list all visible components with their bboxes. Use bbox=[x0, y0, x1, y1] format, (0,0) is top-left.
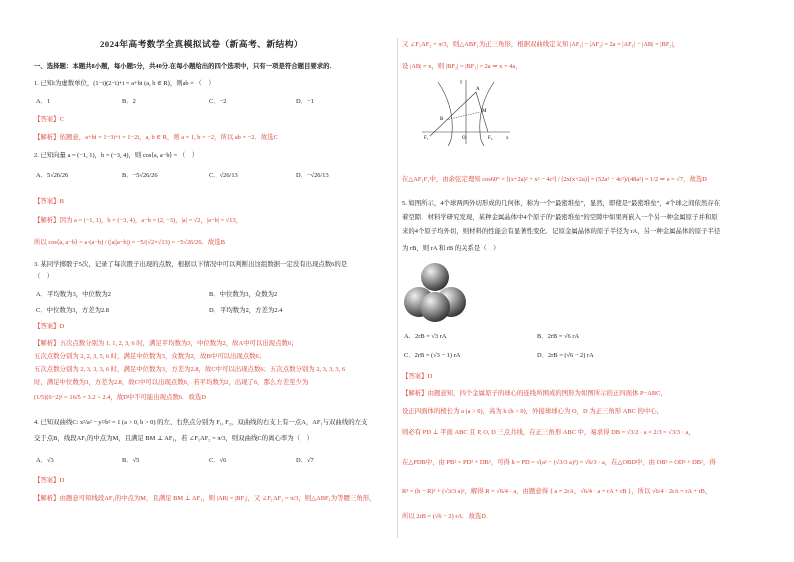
q1-analysis: 【解析】依题意，a+bi = 1−3i+i = 1−2i，a, b ∈ R，则 a = 1, b = −2，所以 ab = −2．故选C bbox=[34, 134, 278, 141]
q3-analysis-1: 【解析】五次点数分别为 1, 1, 2, 3, 6 时，满足平均数为3，中位数为2，故A中可以出现点数6； bbox=[34, 340, 298, 347]
q4-analysis: 【解析】由题意可知线段AF₁的中点为M，且满足 BM ⊥ AF₁，则 |AB| = |BF₁|，又 ∠F₁AF₂ = π/3，则△ABF₁为等腰三角形， bbox=[34, 495, 376, 502]
q2-option-d: D．−√26/13 bbox=[296, 172, 329, 179]
column-divider bbox=[397, 38, 398, 538]
q4-option-d: D．√7 bbox=[296, 457, 314, 464]
label-y: y bbox=[460, 80, 463, 85]
q4-stem-2: 交于点B，线段AF₁的中点为M，且满足 BM ⊥ AF₁，若 ∠F₁AF₂ = π/3，则双曲线C的离心率为（ ） bbox=[34, 435, 313, 442]
q1-answer: 【答案】C bbox=[34, 116, 64, 123]
q1-option-c: C．−2 bbox=[209, 98, 227, 105]
page-title: 2024年高考数学全真模拟试卷（新高考、新结构） bbox=[100, 39, 304, 49]
q5-analysis-6: 所以 2rB = (√6 − 2) rA．故选D． bbox=[402, 513, 493, 520]
q3-option-a: A．平均数为3，中位数为2 bbox=[36, 291, 111, 298]
q1-option-d: D．−1 bbox=[296, 98, 314, 105]
label-m: M bbox=[482, 109, 487, 114]
q4-continued-1: 又 ∠F₁AF₂ = π/3，则△ABF₁为正三角形，根据双曲线定义知 |AF₁| − |AF₂| = 2a = |AF₁| − |AB| = |BF₂|， bbox=[402, 41, 680, 48]
q3-option-d: D．平均数为2，方差为2.4 bbox=[209, 307, 283, 314]
q2-option-b: B．−5√26/26 bbox=[122, 172, 158, 179]
q3-option-b: B．中位数为3，众数为2 bbox=[209, 291, 278, 298]
line-af1 bbox=[430, 92, 476, 136]
q4-stem: 4. 已知双曲线C: x²/a² − y²/b² = 1 (a > 0, b > 0) 的左、右焦点分别为 F₁, F₂，双曲线的右支上有一点A，AF₁与双曲线的左支 bbox=[34, 419, 368, 426]
q3-answer: 【答案】D bbox=[34, 323, 65, 330]
q1-option-b: B．2 bbox=[122, 98, 136, 105]
label-f1: F₁ bbox=[424, 136, 429, 141]
q4-option-c: C．√6 bbox=[209, 457, 227, 464]
q5-option-a: A．2rB = √3 rA bbox=[404, 333, 447, 340]
q4-option-a: A．√3 bbox=[36, 457, 54, 464]
q2-analysis-2: 所以 cos⟨a, a−b⟩ = a·(a−b) / (|a||a−b|) = −5/(√2×√13) = −5√26/26．故选B bbox=[34, 239, 225, 246]
q2-answer: 【答案】B bbox=[34, 198, 64, 205]
q2-option-c: C．√26/13 bbox=[209, 172, 238, 179]
q1-stem: 1. 已知i为虚数单位，(1−i)(2−i)+i = a+bi (a, b ∈ R)，则ab = （ ） bbox=[34, 80, 215, 87]
q5-stem-1: 5. 如图所示，4个球两两外切形成的几何体，称为一个“最密堆垒”，显然，即使是“最密堆垒”，4个球之间依然存在 bbox=[402, 200, 721, 207]
q2-option-a: A．5√26/26 bbox=[36, 172, 69, 179]
section-heading: 一、选择题：本题共8小题，每小题5分，共40分.在每小题给出的四个选项中，只有一项是符合题目要求的. bbox=[34, 63, 332, 70]
spheres-figure bbox=[402, 262, 468, 324]
q2-stem: 2. 已知向量 a = (−1, 1)，b = (−3, 4)，则 cos⟨a, a−b⟩ = （ ） bbox=[34, 152, 198, 159]
q5-option-b: B．2rB = √6 rA bbox=[537, 333, 580, 340]
q5-option-c: C．2rB = (√3 − 1) rA bbox=[404, 352, 461, 359]
q5-analysis-1: 【解析】由题意知，四个金属原子的球心的连线所围成的图形为如图所示的正四面体 P−ABC， bbox=[402, 390, 667, 397]
q5-stem-4: 为 rB，则 rA 和 rB 的关系是（ ） bbox=[402, 245, 500, 252]
q3-analysis-4: 时，满足中位数为3，方差为2.8，故C中可以出现点数6，若平均数为2，出现了6，那么方差至少为 bbox=[34, 379, 309, 386]
hyperbola-figure bbox=[418, 76, 514, 146]
q5-analysis-2: 设正四面体的棱长为 a (a > 0)，高为 h (h > 0)，外接球球心为 O，D 为正三角形 ABC 的中心， bbox=[402, 408, 664, 415]
q3-analysis-5: (1/5)(6−2)² = 16/5 = 3.2 > 2.4，故D中不可能出现点数6．故选D bbox=[34, 394, 206, 401]
q4-continued-2: 设 |AB| = x，则 |BF₂| = |BF₁| = 2a ⇒ x = 4a， bbox=[402, 63, 522, 70]
q5-stem-3: 来的4个原子均外切，则材料的性能会有显著性变化．记原金属晶体的原子半径为 rA，另一种金属晶体的原子半径 bbox=[402, 228, 721, 235]
q4-answer: 【答案】D bbox=[34, 477, 65, 484]
q3-stem-2: （ ） bbox=[34, 273, 54, 280]
sphere-top bbox=[421, 263, 449, 291]
q4-option-b: B．√5 bbox=[122, 457, 140, 464]
label-x: x bbox=[506, 136, 509, 141]
q3-analysis-3: 五次点数分别为 2, 3, 3, 3, 6 时，满足中位数为3，方差为2.8，故C中可以出现点数6；五次点数分别为 2, 3, 3, 3, 6 bbox=[34, 366, 346, 373]
q1-option-a: A．1 bbox=[36, 98, 51, 105]
hyperbola-left-branch bbox=[438, 82, 452, 146]
q5-stem-2: 着空隙．材料学研究发现，某种金属晶体中4个原子的“最密堆垒”的空隙中如果再嵌入一个另一种金属原子并和原 bbox=[402, 214, 718, 221]
label-b: B bbox=[440, 117, 444, 122]
label-a: A bbox=[476, 87, 480, 92]
q5-analysis-5: R² = (h − R)² + (√3/3 a)²，解得 R = √6/4 · a，由题意得 { a = 2rA，√6/4 · a = rA + rB }，所以 √6/4 · 2rA = rA + rB， bbox=[402, 488, 712, 495]
sphere-front bbox=[420, 292, 450, 322]
q5-option-d: D．2rB = (√6 − 2) rA bbox=[537, 352, 594, 359]
q5-analysis-4: 在△PDB中，由 PB² = PD² + DB²，可得 h = PD = √(a² − (√3/3 a)²) = √6/3 · a，在△OBD中，由 OB² = OD² + DB²，得 bbox=[402, 459, 716, 466]
q3-option-c: C．中位数为3，方差为2.8 bbox=[36, 307, 109, 314]
q5-answer: 【答案】D bbox=[402, 373, 433, 380]
q3-stem: 3. 某同学掷骰子5次，记录了每次骰子出现的点数，根据以下情况中可以判断出这组数据一定没有出现点数6的是 bbox=[34, 261, 348, 268]
q3-analysis-2: 五次点数分别为 2, 2, 3, 5, 6 时，满足中位数为3，众数为2，故B中可以出现点数6； bbox=[34, 353, 266, 360]
q2-analysis: 【解析】因为 a = (−1, 1)，b = (−3, 4)，a−b = (2, −3)，|a| = √2，|a−b| = √13， bbox=[34, 217, 243, 224]
q4-cosine-line: 在△AF₁F₂中，由余弦定理知 cos60° = [(x+2a)² + x² − 4c²] / [2x(x+2a)] = (52a² − 4c²)/(48a²) = 1/2 ⇒ e = √7，故选D bbox=[402, 176, 707, 183]
label-f2: F₂ bbox=[488, 136, 493, 141]
q5-analysis-3: 则必有 PD ⊥ 平面 ABC 且 P, O, D 三点共线，在正三角形 ABC 中，易求得 DB = √3/2 · a × 2/3 = √3/3 · a， bbox=[402, 429, 695, 436]
label-o: O bbox=[462, 136, 466, 141]
